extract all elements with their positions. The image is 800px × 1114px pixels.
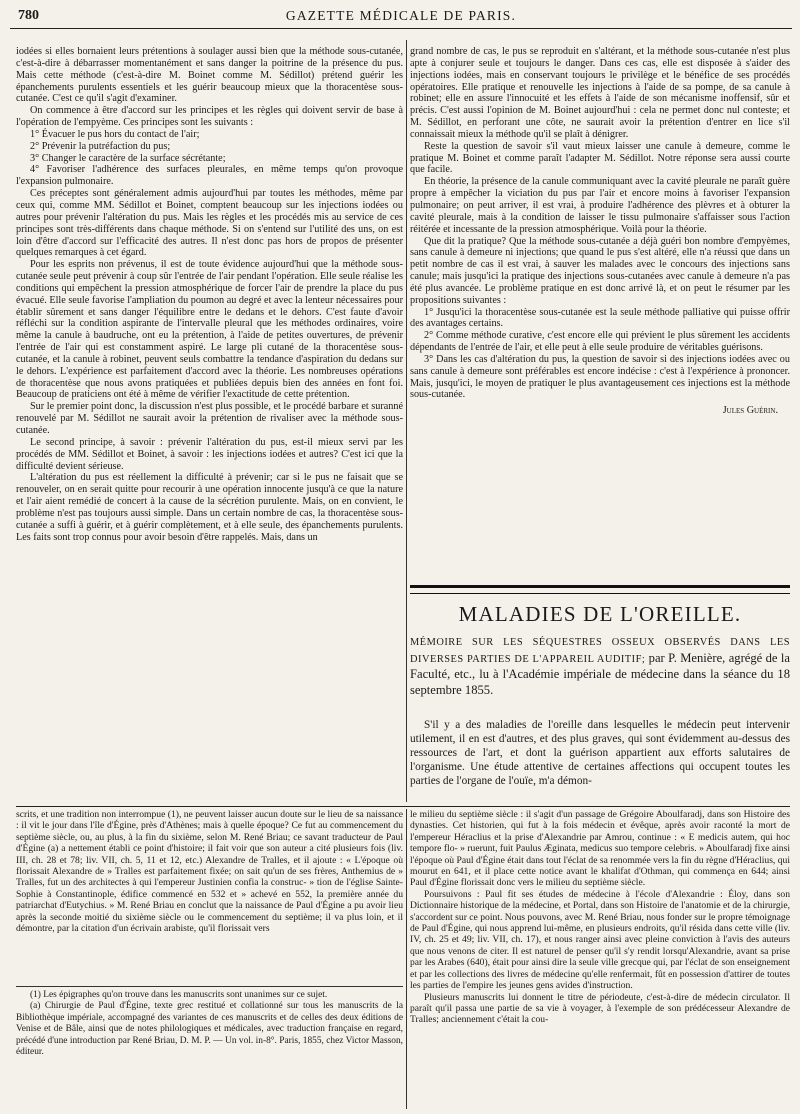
paragraph: le milieu du septième siècle : il s'agit d'un passage de Grégoire Aboulfaradj, dans son Histoire des dynasties. Cet historien, qui fut à la fois médecin et évêque, après avoir raconté la mort de l'empereur Héraclius et la prise d'Alexandrie par Amrou, continue : « E medicis autem, qui hoc tempore flo- » ruerunt, fuit Paulus Æginata, medicus suo tempore celebris. » Aboulfaradj fixe ainsi l'époque où Paul d'Égine était dans tout l'éclat de sa renommée vers la fin du règne d'Héraclius, qui mourut en 641, et il place cette notice avant le khalifat d'Othman, qui commença en 644; ainsi Paul d'Égine florissait donc vers le milieu du septième siècle. xyxy=(410,809,790,889)
paragraph: S'il y a des maladies de l'oreille dans lesquelles le médecin peut intervenir utilement, il en est d'autres, et des plus graves, qui sont évidemment au-dessus des ressources de l'art, et dont la guérison appartient aux efforts salutaires de l'organisme. Une étude attentive de certaines affections qui occupent toutes les parties de l'organe de l'ouïe, m'a démon- xyxy=(410,719,790,787)
section-rule xyxy=(410,585,790,594)
footnote: (1) Les épigraphes qu'on trouve dans les manuscrits sont unanimes sur ce sujet. xyxy=(30,990,328,1000)
feuilleton-rule xyxy=(16,806,790,807)
paragraph: Ces préceptes sont généralement admis aujourd'hui par toutes les méthodes, même par ceux qui, comme MM. Sédillot et Boinet, comptent beaucoup sur les injections iodées ou autres pour prévenir l'altération du pus. Mais les règles et les procédés mis au service de ces principes sont très-différents dans chaque méthode. Si on s'entend sur l'utilité des uns, on est loin d'être d'accord sur l'efficacité des autres. Il n'est donc pas hors de propos de présenter quelques remarques à cet égard. xyxy=(16,188,403,259)
left-column xyxy=(16,46,403,802)
conclusion-item: 2° Comme méthode curative, c'est encore elle qui prévient le plus sûrement les accidents dépendants de l'entrée de l'air, et elle peut à elle seule produire de véritables guérisons. xyxy=(410,330,790,354)
conclusion-item: 1° Jusqu'ici la thoracentèse sous-cutanée est la seule méthode palliative qui puisse offrir des avantages certains. xyxy=(410,306,790,330)
paragraph: Reste la question de savoir s'il vaut mieux laisser une canule à demeure, comme le pratique M. Boinet et comme paraît l'adapter M. Sédillot. Notre réponse sera aussi courte que facile. xyxy=(410,140,790,176)
paragraph: On commence à être d'accord sur les principes et les règles qui doivent servir de base à l'opération de l'empyème. Ces principes sont les suivants : xyxy=(16,105,403,129)
paragraph: Sur le premier point donc, la discussion n'est plus possible, et le procédé barbare et suranné renouvelé par M. Sédillot ne saurait avoir la prétention de rivaliser avec la méthode sous-cutanée. xyxy=(16,401,403,436)
column-divider xyxy=(406,40,407,802)
paragraph: iodées si elles bornaient leurs prétentions à soulager aussi bien que la méthode sous-cutanée, c'est-à-dire à débarrasser momentanément et sans danger la poitrine de la présence du pus. Mais cette méthode (c'est-à-dire M. Boinet comme M. Sédillot) prétend guérir les épanchements purulents essentiels et les guérir beaucoup mieux que la thoracentèse sous-cutanée. C'est ce qu'il s'agit d'examiner. xyxy=(16,46,403,105)
principle-item: 4° Favoriser l'adhérence des surfaces pleurales, en même temps qu'on provoque l'expansion pulmonaire. xyxy=(16,164,403,188)
paragraph: Pour les esprits non prévenus, il est de toute évidence aujourd'hui que la méthode sous-cutanée seule peut prévenir à coup sûr l'entrée de l'air pendant l'opération. Elle seule réalise les conditions qui empêchent la pression atmosphérique de forcer l'air de prendre la place du pus évacué. Elle seule favorise l'ampliation du poumon au degré et avec la lenteur nécessaires pour établir sûrement et sans danger l'équilibre entre le dedans et le dehors. C'est faute d'avoir réfléchi sur la condition aspirante de l'intervalle pleural que les méthodes ordinaires, voire même la canule à baudruche, ont eu la prétention, à l'aide de petites ouvertures, de prévenir l'entrée de l'air qui est constamment aspiré. Le large pli cutané de la thoracentèse sous-cutanée, et la canule à robinet, peuvent seuls combattre la tendance d'aspiration du dedans sur le dehors. L'expérience est parfaitement d'accord avec la théorie. Les nombreuses opérations de thoracentèse que nous avons pratiquées et publiées depuis bien des années en font foi. Beaucoup de praticiens ont été à même de vérifier l'exactitude de cette prétention. xyxy=(16,259,403,401)
paragraph: Le second principe, à savoir : prévenir l'altération du pus, est-il mieux servi par les procédés de MM. Sédillot et Boinet, à savoir : les injections iodées et autres? C'est ici que la difficulté devient sérieuse. xyxy=(16,436,403,472)
column-divider xyxy=(406,809,407,1109)
page-number: 780 xyxy=(18,8,39,23)
paragraph: grand nombre de cas, le pus se reproduit en s'altérant, et la méthode sous-cutanée n'est plus apte à conjurer seule et toujours le danger. Dans ces cas, elle est disposée à s'aider des injections iodées, mais en conservant toujours le privilège et le bénéfice de ses procédés opératoires. Elle pratique et renouvelle les injections à l'aide de sa pompe, de sa canule à robinet; elle en assure l'innocuité et les effets à l'aide de son mécanisme inoffensif, sûr et précis. C'est aussi l'opinion de M. Boinet aujourd'hui : cela ne permet donc nul conteste; et M. Sédillot, en perforant une côte, ne saurait avoir la prétention d'entrer en lice s'il connaissait mieux la méthode qu'il se plaît à dénigrer. xyxy=(410,46,790,140)
memoir-title-block xyxy=(410,634,790,698)
feuilleton-right xyxy=(410,809,790,1109)
newspaper-page xyxy=(10,6,792,1110)
paragraph: Poursuivons : Paul fit ses études de médecine à l'école d'Alexandrie : Éloy, dans son Dictionnaire historique de la médecine, et Portal, dans son Histoire de l'anatomie et de la chirurgie, s'accordent sur ce point. Nous pouvons, avec M. René Briau, nous fonder sur le propre témoignage de Paul d'Égine, qui nous apprend lui-même, en plusieurs endroits, qu'il résida dans cette ville (liv. IV, ch. 25 et 49; liv. VII, ch. 17), et nous ranger ainsi avec pleine conviction à l'avis des auteurs que nous venons de citer. Il est naturel de penser qu'il s'y rendit lorsqu'Alexandrie, avant sa prise par les Arabes (640), était pour ainsi dire la seule ville grecque qui, par l'éclat de son enseignement et par les collections des livres de médecine qu'elle renfermait, fût en possession d'attirer de toutes les parties de l'empire les jeunes gens avides d'instruction. xyxy=(410,888,790,992)
author-signature: Jules Guérin. xyxy=(722,405,778,417)
memoir-body xyxy=(410,718,790,802)
principle-item: 2° Prévenir la putréfaction du pus; xyxy=(30,140,171,152)
section-heading: MALADIES DE L'OREILLE. xyxy=(458,602,742,626)
principle-item: 1° Évacuer le pus hors du contact de l'air; xyxy=(30,128,200,140)
journal-title: GAZETTE MÉDICALE DE PARIS. xyxy=(285,8,517,23)
paragraph: En théorie, la présence de la canule communiquant avec la cavité pleurale ne paraît guère propre à empêcher la viciation du pus par l'air et encore moins à favoriser l'expansion pulmonaire; on peut arriver, il est vrai, à produire l'adhérence des plèvres et à obturer la cavité pleurale, mais à la condition de laisser le tissu pulmonaire s'affaisser sous l'action réitérée et incessante de la pression atmosphérique. Voilà pour la théorie. xyxy=(410,176,790,235)
page-header xyxy=(10,6,792,29)
principle-item: 3° Changer le caractère de la surface sécrétante; xyxy=(30,152,226,164)
footnote-rule xyxy=(16,986,403,987)
paragraph: Plusieurs manuscrits lui donnent le titre de périodeute, c'est-à-dire de médecin circulator. Il paraît qu'il passa une partie de sa vie à voyager, à l'exemple de son prédécesseur Alexandre de Tralles; anciennement c'était la cou- xyxy=(410,991,790,1026)
memoir-title: MÉMOIRE SUR LES SÉQUESTRES OSSEUX OBSERVÉS DANS LES DIVERSES PARTIES DE L'APPAREIL AUDITIF; xyxy=(410,637,790,665)
memoir-byline: par P. Menière, agrégé de la Faculté, etc., lu à l'Académie impériale de médecine dans la séance du 18 septembre 1855. xyxy=(410,650,790,697)
paragraph: L'altération du pus est réellement la difficulté à prévenir; car si le pus ne faisait que se renouveler, on en serait quitte pour recourir à une opération innocente jusqu'à ce que la nature et l'air aient remédié de concert à la cause de la sécrétion purulente. Mais, on en convient, le problème n'est pas toujours aussi simple. Dans un certain nombre de cas, la thoracentèse sous-cutanée a suffi à guérir, et à guérir complètement, et à elle seule, des épanchements purulents. Les faits sont trop connus pour avoir besoin d'être rappelés. Mais, dans un xyxy=(16,472,403,543)
feuilleton-left xyxy=(16,809,403,973)
footnote: (a) Chirurgie de Paul d'Égine, texte grec restitué et collationné sur tous les manuscrits de la Bibliothèque impériale, accompagné des variantes de ces manuscrits et de celles des deux éditions de Venise et de Bâle, ainsi que de notes philologiques et médicales, avec traduction française en regard, précédé d'une introduction par René Briau, D. M. P. — Un vol. in-8°. Paris, 1855, chez Victor Masson, éditeur. xyxy=(16,1001,403,1058)
footnotes xyxy=(16,990,403,1110)
right-column xyxy=(410,46,790,576)
conclusion-item: 3° Dans les cas d'altération du pus, la question de savoir si des injections iodées avec ou sans canule à demeure sont préférables est encore indécise : c'est à l'expérience à prononcer. Mais, jusqu'ici, le moyen de pratiquer le plus avantageusement ces injections est la méthode sous-cutanée. xyxy=(410,353,790,401)
paragraph: Que dit la pratique? Que la méthode sous-cutanée a déjà guéri bon nombre d'empyèmes, sans canule à demeure ni injections; que quand le pus s'est altéré, elle n'a réussi que dans un petit nombre de cas il est vrai, à sauver les malades avec le concours des injections sans canule; mais jusqu'ici la pratique des injections sous-cutanées avec canule à demeure n'a pas été plus avancée. Le problème pratique en est donc arrivé là, et on peut le résumer par les propositions suivantes : xyxy=(410,235,790,306)
paragraph: scrits, et une tradition non interrompue (1), ne peuvent laisser aucun doute sur le lieu de sa naissance : il vit le jour dans l'île d'Égine, près d'Athènes; mais à quelle époque? Ce fut au commencement du septième siècle, ou, au plus, à la fin du sixième, selon M. René Briau; ce savant traducteur de Paul d'Égine (a) a nettement établi ce point d'histoire; il fait voir que son auteur a cité plusieurs fois (liv. III, ch. 28 et 78; liv. VII, ch. 5, 11 et 12, etc.) Alexandre de Tralles, et il ajoute : « L'époque où florissait Alexandre de » Tralles est parfaitement fixée; on sait qu'un de ses frères, Anthemius de » Tralles, fut un des architectes à qui l'empereur Justinien confia la construc- » tion de l'église Sainte-Sophie à Constantinople, édifice commencé en 532 et » achevé en 552, la première année du patriarchat d'Eutychius. » M. René Briau en conclut que la naissance de Paul d'Égine a pu avoir lieu après la seconde moitié du sixième siècle ou le commencement du septième; il va plus loin, et il démontre, par la citation d'un écrivain arabiste, qu'il florissait vers xyxy=(16,809,403,935)
